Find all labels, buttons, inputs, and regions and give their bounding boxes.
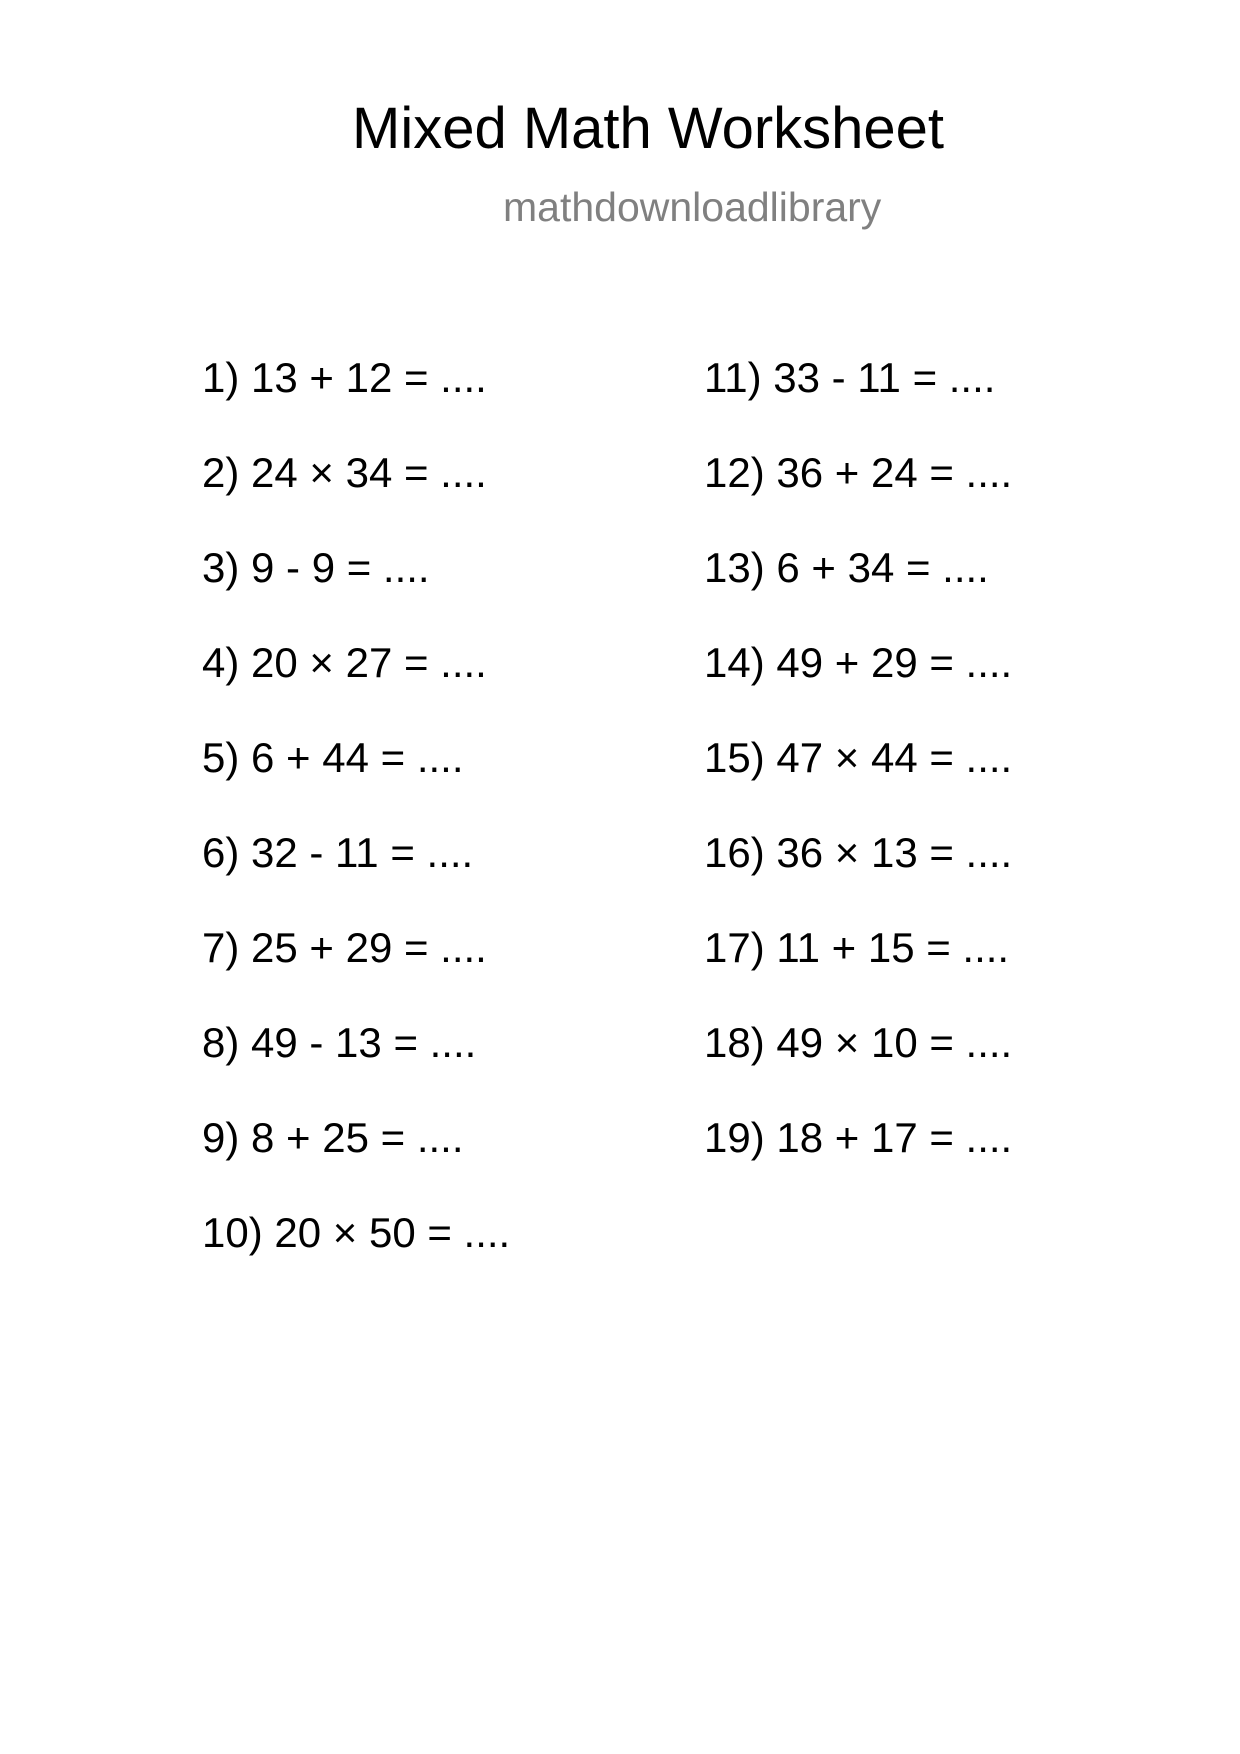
problem-2: 2) 24 × 34 = .... — [202, 449, 487, 496]
problem-3: 3) 9 - 9 = .... — [202, 544, 430, 591]
problem-13: 13) 6 + 34 = .... — [704, 544, 989, 591]
problem-18: 18) 49 × 10 = .... — [704, 1019, 1013, 1066]
problem-19: 19) 18 + 17 = .... — [704, 1114, 1013, 1161]
problem-7: 7) 25 + 29 = .... — [202, 924, 487, 971]
problem-8: 8) 49 - 13 = .... — [202, 1019, 477, 1066]
problem-10: 10) 20 × 50 = .... — [202, 1209, 511, 1256]
problem-16: 16) 36 × 13 = .... — [704, 829, 1013, 876]
problem-1: 1) 13 + 12 = .... — [202, 354, 487, 401]
problem-15: 15) 47 × 44 = .... — [704, 734, 1013, 781]
problem-9: 9) 8 + 25 = .... — [202, 1114, 464, 1161]
worksheet-subtitle: mathdownloadlibrary — [503, 184, 882, 230]
problem-17: 17) 11 + 15 = .... — [704, 924, 1010, 971]
problem-6: 6) 32 - 11 = .... — [202, 829, 474, 876]
problem-5: 5) 6 + 44 = .... — [202, 734, 464, 781]
problem-11: 11) 33 - 11 = .... — [704, 354, 996, 401]
worksheet-title: Mixed Math Worksheet — [352, 96, 945, 161]
problem-14: 14) 49 + 29 = .... — [704, 639, 1013, 686]
problem-12: 12) 36 + 24 = .... — [704, 449, 1013, 496]
problem-4: 4) 20 × 27 = .... — [202, 639, 487, 686]
